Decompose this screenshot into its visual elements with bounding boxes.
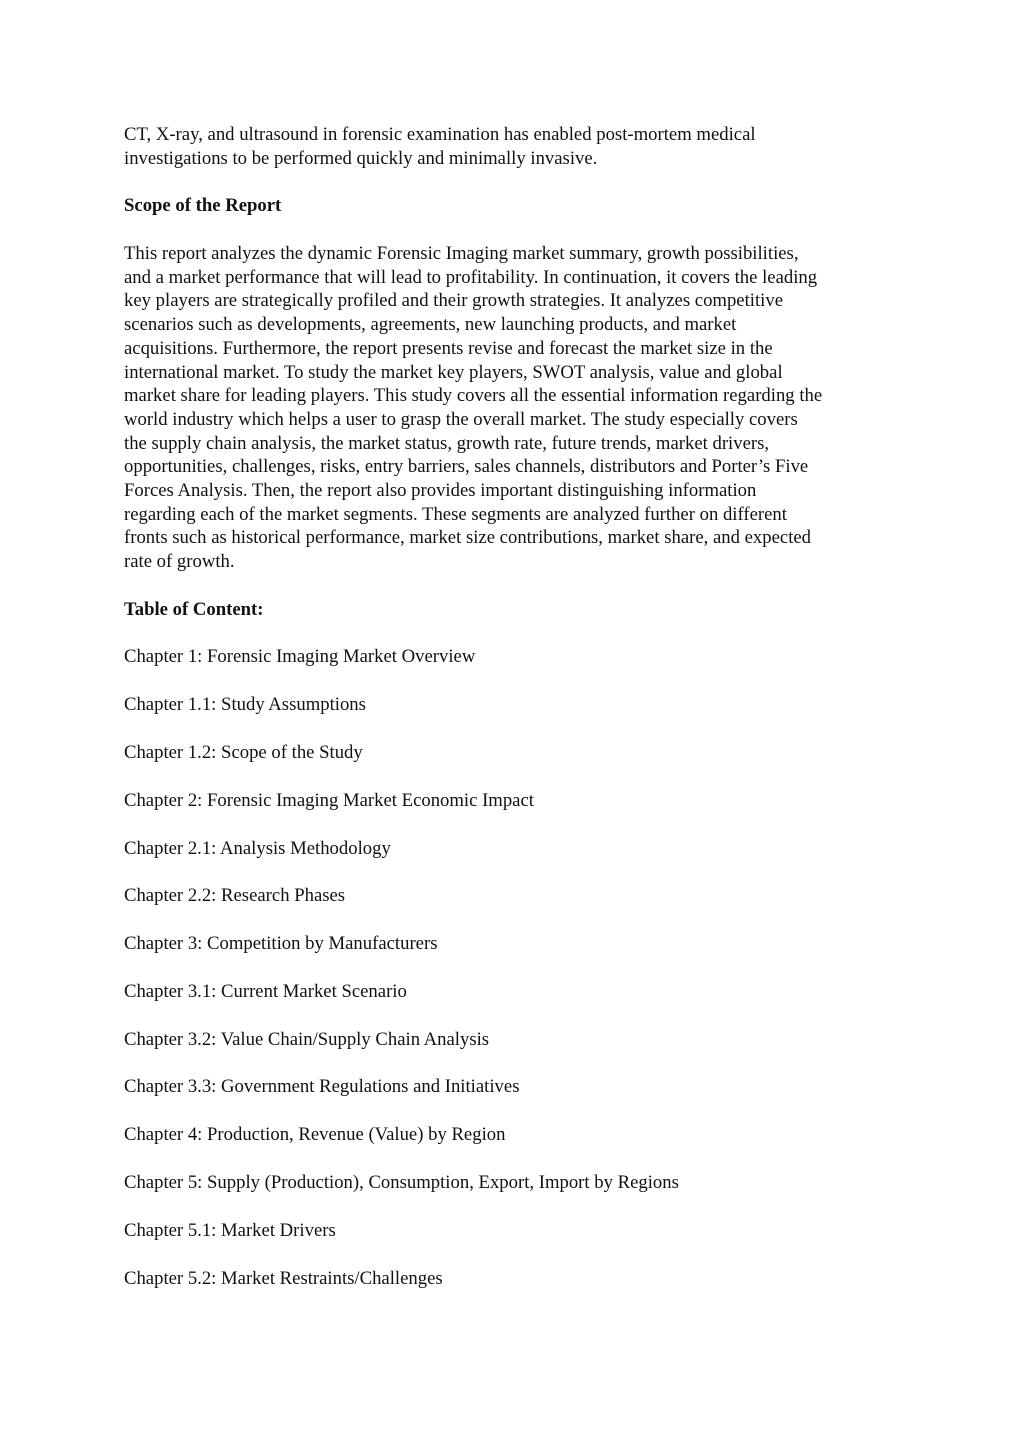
scope-line: acquisitions. Furthermore, the report presents revise and forecast the market size in the [124,337,773,359]
toc-heading: Table of Content: [124,598,264,620]
scope-line: opportunities, challenges, risks, entry barriers, sales channels, distributors and Porter’s Five [124,456,809,478]
scope-line: regarding each of the market segments. These segments are analyzed further on different [124,503,787,525]
toc-item: Chapter 5.2: Market Restraints/Challenges [124,1267,443,1289]
scope-line: international market. To study the market key players, SWOT analysis, value and global [124,361,783,383]
document-body [124,123,924,1314]
toc-item: Chapter 3: Competition by Manufacturers [124,933,438,955]
scope-line: fronts such as historical performance, market size contributions, market share, and expected [124,527,812,549]
toc-item: Chapter 2: Forensic Imaging Market Economic Impact [124,789,534,811]
scope-line: key players are strategically profiled and their growth strategies. It analyzes competitive [124,290,783,312]
toc-item: Chapter 1.1: Study Assumptions [124,694,366,716]
toc-item: Chapter 1: Forensic Imaging Market Overview [124,646,476,668]
scope-line: the supply chain analysis, the market status, growth rate, future trends, market drivers, [124,432,770,454]
intro-line: CT, X-ray, and ultrasound in forensic examination has enabled post-mortem medical [124,124,756,145]
intro-paragraph [124,123,924,170]
toc-item: Chapter 5.1: Market Drivers [124,1219,336,1241]
toc-item: Chapter 3.2: Value Chain/Supply Chain Analysis [124,1028,490,1050]
toc-item: Chapter 1.2: Scope of the Study [124,741,363,763]
scope-heading: Scope of the Report [124,195,282,217]
toc-item: Chapter 3.3: Government Regulations and Initiatives [124,1076,520,1098]
scope-line: scenarios such as developments, agreements, new launching products, and market [124,314,737,336]
scope-line: rate of growth. [124,551,235,572]
scope-line: world industry which helps a user to grasp the overall market. The study especially covers [124,408,798,430]
table-of-contents [124,645,924,1290]
toc-item: Chapter 3.1: Current Market Scenario [124,980,407,1002]
toc-item: Chapter 2.2: Research Phases [124,885,346,907]
scope-line: and a market performance that will lead to profitability. In continuation, it covers the leading [124,266,818,288]
scope-line: Forces Analysis. Then, the report also provides important distinguishing information [124,479,757,501]
toc-item: Chapter 5: Supply (Production), Consumption, Export, Import by Regions [124,1171,679,1193]
scope-line: This report analyzes the dynamic Forensic Imaging market summary, growth possibilities, [124,243,799,265]
toc-item: Chapter 2.1: Analysis Methodology [124,837,391,859]
toc-item: Chapter 4: Production, Revenue (Value) by Region [124,1124,506,1146]
intro-line: investigations to be performed quickly and minimally invasive. [124,147,598,169]
scope-paragraph [124,242,924,574]
scope-line: market share for leading players. This study covers all the essential information regarding the [124,385,823,407]
